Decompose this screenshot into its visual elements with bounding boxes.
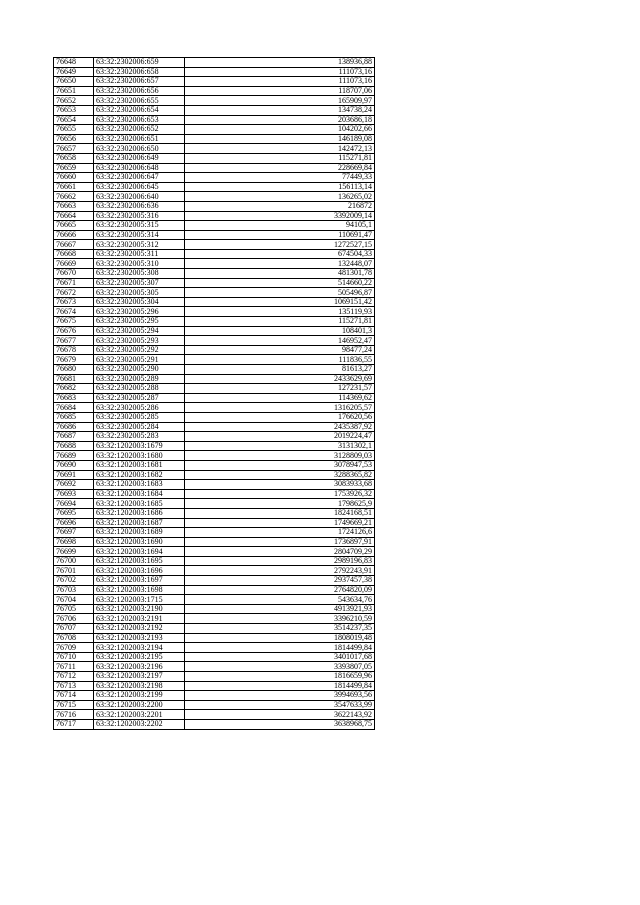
row-number-cell: 76663 bbox=[54, 201, 94, 211]
value-cell: 203686,18 bbox=[185, 115, 375, 125]
table-row bbox=[54, 336, 375, 346]
table-row bbox=[54, 576, 375, 586]
table-row bbox=[54, 662, 375, 672]
table-row bbox=[54, 182, 375, 192]
cadastral-number-cell: 63:32:2302006:653 bbox=[94, 115, 185, 125]
table-row bbox=[54, 269, 375, 279]
value-cell: 3083933,68 bbox=[185, 480, 375, 490]
cadastral-number-cell: 63:32:2302005:290 bbox=[94, 365, 185, 375]
cadastral-number-cell: 63:32:2302005:294 bbox=[94, 326, 185, 336]
row-number-cell: 76692 bbox=[54, 480, 94, 490]
table-row bbox=[54, 470, 375, 480]
cadastral-number-cell: 63:32:2302005:283 bbox=[94, 432, 185, 442]
table-row bbox=[54, 508, 375, 518]
cadastral-number-cell: 63:32:1202003:1683 bbox=[94, 480, 185, 490]
value-cell: 111073,16 bbox=[185, 67, 375, 77]
value-cell: 2804709,29 bbox=[185, 547, 375, 557]
cadastral-number-cell: 63:32:1202003:2201 bbox=[94, 710, 185, 720]
table-row bbox=[54, 566, 375, 576]
cadastral-number-cell: 63:32:2302006:648 bbox=[94, 163, 185, 173]
row-number-cell: 76653 bbox=[54, 105, 94, 115]
value-cell: 1808019,48 bbox=[185, 633, 375, 643]
value-cell: 3994693,56 bbox=[185, 691, 375, 701]
cadastral-number-cell: 63:32:2302005:291 bbox=[94, 355, 185, 365]
row-number-cell: 76689 bbox=[54, 451, 94, 461]
cadastral-number-cell: 63:32:2302006:647 bbox=[94, 173, 185, 183]
cadastral-number-cell: 63:32:1202003:1694 bbox=[94, 547, 185, 557]
cadastral-number-cell: 63:32:2302005:304 bbox=[94, 297, 185, 307]
value-cell: 1272527,15 bbox=[185, 240, 375, 250]
table-row bbox=[54, 489, 375, 499]
value-cell: 156113,14 bbox=[185, 182, 375, 192]
table-row bbox=[54, 77, 375, 87]
value-cell: 3131302,1 bbox=[185, 441, 375, 451]
cadastral-number-cell: 63:32:2302006:655 bbox=[94, 96, 185, 106]
cadastral-number-cell: 63:32:1202003:1680 bbox=[94, 451, 185, 461]
table-row bbox=[54, 441, 375, 451]
table-row bbox=[54, 326, 375, 336]
value-cell: 108401,3 bbox=[185, 326, 375, 336]
cadastral-number-cell: 63:32:1202003:2196 bbox=[94, 662, 185, 672]
row-number-cell: 76676 bbox=[54, 326, 94, 336]
row-number-cell: 76683 bbox=[54, 393, 94, 403]
table-row bbox=[54, 585, 375, 595]
value-cell: 77449,33 bbox=[185, 173, 375, 183]
row-number-cell: 76704 bbox=[54, 595, 94, 605]
table-row bbox=[54, 499, 375, 509]
table-row bbox=[54, 345, 375, 355]
row-number-cell: 76710 bbox=[54, 652, 94, 662]
cadastral-number-cell: 63:32:1202003:1687 bbox=[94, 518, 185, 528]
row-number-cell: 76709 bbox=[54, 643, 94, 653]
value-cell: 132448,07 bbox=[185, 259, 375, 269]
cadastral-number-cell: 63:32:2302005:312 bbox=[94, 240, 185, 250]
cadastral-number-cell: 63:32:2302005:289 bbox=[94, 374, 185, 384]
table-row bbox=[54, 652, 375, 662]
cadastral-number-cell: 63:32:2302006:650 bbox=[94, 144, 185, 154]
cadastral-number-cell: 63:32:2302005:286 bbox=[94, 403, 185, 413]
data-table bbox=[53, 57, 375, 730]
table-row bbox=[54, 528, 375, 538]
value-cell: 135119,93 bbox=[185, 307, 375, 317]
value-cell: 1749669,21 bbox=[185, 518, 375, 528]
value-cell: 1724126,6 bbox=[185, 528, 375, 538]
row-number-cell: 76679 bbox=[54, 355, 94, 365]
value-cell: 111836,55 bbox=[185, 355, 375, 365]
row-number-cell: 76654 bbox=[54, 115, 94, 125]
row-number-cell: 76711 bbox=[54, 662, 94, 672]
cadastral-number-cell: 63:32:1202003:2199 bbox=[94, 691, 185, 701]
cadastral-number-cell: 63:32:1202003:2191 bbox=[94, 614, 185, 624]
row-number-cell: 76690 bbox=[54, 460, 94, 470]
table-row bbox=[54, 451, 375, 461]
value-cell: 216872 bbox=[185, 201, 375, 211]
row-number-cell: 76685 bbox=[54, 412, 94, 422]
table-row bbox=[54, 249, 375, 259]
value-cell: 2764820,09 bbox=[185, 585, 375, 595]
table-row bbox=[54, 374, 375, 384]
cadastral-number-cell: 63:32:1202003:2192 bbox=[94, 624, 185, 634]
cadastral-number-cell: 63:32:2302006:656 bbox=[94, 86, 185, 96]
value-cell: 110691,47 bbox=[185, 230, 375, 240]
table-row bbox=[54, 115, 375, 125]
table-row bbox=[54, 153, 375, 163]
cadastral-number-cell: 63:32:2302005:296 bbox=[94, 307, 185, 317]
row-number-cell: 76662 bbox=[54, 192, 94, 202]
table-row bbox=[54, 412, 375, 422]
value-cell: 3393807,05 bbox=[185, 662, 375, 672]
table-row bbox=[54, 480, 375, 490]
table-row bbox=[54, 221, 375, 231]
value-cell: 81613,27 bbox=[185, 365, 375, 375]
row-number-cell: 76671 bbox=[54, 278, 94, 288]
row-number-cell: 76656 bbox=[54, 134, 94, 144]
table-row bbox=[54, 134, 375, 144]
value-cell: 228669,84 bbox=[185, 163, 375, 173]
cadastral-number-cell: 63:32:1202003:2193 bbox=[94, 633, 185, 643]
row-number-cell: 76701 bbox=[54, 566, 94, 576]
cadastral-number-cell: 63:32:2302006:657 bbox=[94, 77, 185, 87]
cadastral-number-cell: 63:32:2302006:645 bbox=[94, 182, 185, 192]
cadastral-number-cell: 63:32:2302005:316 bbox=[94, 211, 185, 221]
table-row bbox=[54, 672, 375, 682]
value-cell: 136265,02 bbox=[185, 192, 375, 202]
cadastral-number-cell: 63:32:2302005:284 bbox=[94, 422, 185, 432]
cadastral-number-cell: 63:32:2302005:315 bbox=[94, 221, 185, 231]
value-cell: 134738,24 bbox=[185, 105, 375, 115]
value-cell: 94105,1 bbox=[185, 221, 375, 231]
table-row bbox=[54, 719, 375, 729]
value-cell: 3392009,14 bbox=[185, 211, 375, 221]
table-row bbox=[54, 537, 375, 547]
value-cell: 115271,81 bbox=[185, 153, 375, 163]
cadastral-number-cell: 63:32:1202003:1715 bbox=[94, 595, 185, 605]
table-row bbox=[54, 393, 375, 403]
table-row bbox=[54, 604, 375, 614]
table-row bbox=[54, 86, 375, 96]
table-row bbox=[54, 422, 375, 432]
table-row bbox=[54, 230, 375, 240]
value-cell: 138936,88 bbox=[185, 58, 375, 68]
value-cell: 3078947,53 bbox=[185, 460, 375, 470]
cadastral-number-cell: 63:32:1202003:1679 bbox=[94, 441, 185, 451]
table-row bbox=[54, 633, 375, 643]
cadastral-number-cell: 63:32:1202003:1681 bbox=[94, 460, 185, 470]
row-number-cell: 76713 bbox=[54, 681, 94, 691]
row-number-cell: 76678 bbox=[54, 345, 94, 355]
table-row bbox=[54, 173, 375, 183]
table-row bbox=[54, 278, 375, 288]
cadastral-number-cell: 63:32:2302005:308 bbox=[94, 269, 185, 279]
row-number-cell: 76660 bbox=[54, 173, 94, 183]
value-cell: 1814499,84 bbox=[185, 681, 375, 691]
value-cell: 118707,06 bbox=[185, 86, 375, 96]
table-row bbox=[54, 556, 375, 566]
table-row bbox=[54, 547, 375, 557]
value-cell: 3396210,59 bbox=[185, 614, 375, 624]
row-number-cell: 76670 bbox=[54, 269, 94, 279]
value-cell: 2937457,38 bbox=[185, 576, 375, 586]
row-number-cell: 76657 bbox=[54, 144, 94, 154]
row-number-cell: 76703 bbox=[54, 585, 94, 595]
row-number-cell: 76705 bbox=[54, 604, 94, 614]
row-number-cell: 76706 bbox=[54, 614, 94, 624]
cadastral-number-cell: 63:32:1202003:1686 bbox=[94, 508, 185, 518]
cadastral-number-cell: 63:32:2302005:292 bbox=[94, 345, 185, 355]
value-cell: 1736897,91 bbox=[185, 537, 375, 547]
cadastral-number-cell: 63:32:1202003:2202 bbox=[94, 719, 185, 729]
row-number-cell: 76693 bbox=[54, 489, 94, 499]
row-number-cell: 76681 bbox=[54, 374, 94, 384]
cadastral-number-cell: 63:32:2302005:293 bbox=[94, 336, 185, 346]
value-cell: 176620,56 bbox=[185, 412, 375, 422]
row-number-cell: 76673 bbox=[54, 297, 94, 307]
row-number-cell: 76717 bbox=[54, 719, 94, 729]
cadastral-number-cell: 63:32:1202003:1697 bbox=[94, 576, 185, 586]
table-row bbox=[54, 681, 375, 691]
row-number-cell: 76716 bbox=[54, 710, 94, 720]
value-cell: 127231,57 bbox=[185, 384, 375, 394]
row-number-cell: 76700 bbox=[54, 556, 94, 566]
cadastral-number-cell: 63:32:1202003:1689 bbox=[94, 528, 185, 538]
cadastral-number-cell: 63:32:2302006:636 bbox=[94, 201, 185, 211]
cadastral-number-cell: 63:32:1202003:2195 bbox=[94, 652, 185, 662]
row-number-cell: 76666 bbox=[54, 230, 94, 240]
value-cell: 104202,66 bbox=[185, 125, 375, 135]
value-cell: 505496,87 bbox=[185, 288, 375, 298]
cadastral-number-cell: 63:32:2302005:288 bbox=[94, 384, 185, 394]
table-row bbox=[54, 144, 375, 154]
cadastral-number-cell: 63:32:1202003:1695 bbox=[94, 556, 185, 566]
table-row bbox=[54, 460, 375, 470]
cadastral-number-cell: 63:32:2302005:287 bbox=[94, 393, 185, 403]
value-cell: 674504,33 bbox=[185, 249, 375, 259]
table-row bbox=[54, 259, 375, 269]
row-number-cell: 76661 bbox=[54, 182, 94, 192]
row-number-cell: 76680 bbox=[54, 365, 94, 375]
value-cell: 1816659,96 bbox=[185, 672, 375, 682]
row-number-cell: 76655 bbox=[54, 125, 94, 135]
value-cell: 1814499,84 bbox=[185, 643, 375, 653]
row-number-cell: 76696 bbox=[54, 518, 94, 528]
table-row bbox=[54, 96, 375, 106]
value-cell: 3514237,35 bbox=[185, 624, 375, 634]
cadastral-number-cell: 63:32:1202003:2200 bbox=[94, 700, 185, 710]
row-number-cell: 76675 bbox=[54, 317, 94, 327]
row-number-cell: 76664 bbox=[54, 211, 94, 221]
cadastral-number-cell: 63:32:1202003:1685 bbox=[94, 499, 185, 509]
table-row bbox=[54, 710, 375, 720]
value-cell: 2435387,92 bbox=[185, 422, 375, 432]
cadastral-number-cell: 63:32:2302006:658 bbox=[94, 67, 185, 77]
value-cell: 165909,97 bbox=[185, 96, 375, 106]
value-cell: 1316205,57 bbox=[185, 403, 375, 413]
value-cell: 3288365,82 bbox=[185, 470, 375, 480]
row-number-cell: 76674 bbox=[54, 307, 94, 317]
row-number-cell: 76697 bbox=[54, 528, 94, 538]
table-row bbox=[54, 201, 375, 211]
table-row bbox=[54, 307, 375, 317]
row-number-cell: 76687 bbox=[54, 432, 94, 442]
value-cell: 3128809,03 bbox=[185, 451, 375, 461]
cadastral-number-cell: 63:32:1202003:2197 bbox=[94, 672, 185, 682]
value-cell: 115271,81 bbox=[185, 317, 375, 327]
value-cell: 3638968,75 bbox=[185, 719, 375, 729]
table-row bbox=[54, 643, 375, 653]
table-row bbox=[54, 614, 375, 624]
cadastral-number-cell: 63:32:2302006:652 bbox=[94, 125, 185, 135]
row-number-cell: 76714 bbox=[54, 691, 94, 701]
row-number-cell: 76715 bbox=[54, 700, 94, 710]
value-cell: 3547633,99 bbox=[185, 700, 375, 710]
table-row bbox=[54, 297, 375, 307]
cadastral-number-cell: 63:32:2302005:295 bbox=[94, 317, 185, 327]
value-cell: 3401017,68 bbox=[185, 652, 375, 662]
value-cell: 514660,22 bbox=[185, 278, 375, 288]
row-number-cell: 76677 bbox=[54, 336, 94, 346]
table-row bbox=[54, 624, 375, 634]
table-row bbox=[54, 125, 375, 135]
table-row bbox=[54, 67, 375, 77]
table-row bbox=[54, 317, 375, 327]
cadastral-number-cell: 63:32:2302005:314 bbox=[94, 230, 185, 240]
cadastral-number-cell: 63:32:2302005:285 bbox=[94, 412, 185, 422]
row-number-cell: 76694 bbox=[54, 499, 94, 509]
row-number-cell: 76682 bbox=[54, 384, 94, 394]
cadastral-number-cell: 63:32:1202003:1698 bbox=[94, 585, 185, 595]
row-number-cell: 76668 bbox=[54, 249, 94, 259]
table-row bbox=[54, 105, 375, 115]
table-row bbox=[54, 518, 375, 528]
value-cell: 2792243,91 bbox=[185, 566, 375, 576]
value-cell: 114369,62 bbox=[185, 393, 375, 403]
table-row bbox=[54, 240, 375, 250]
table-row bbox=[54, 384, 375, 394]
cadastral-number-cell: 63:32:2302005:311 bbox=[94, 249, 185, 259]
value-cell: 2019224,47 bbox=[185, 432, 375, 442]
row-number-cell: 76652 bbox=[54, 96, 94, 106]
table-row bbox=[54, 192, 375, 202]
cadastral-number-cell: 63:32:1202003:2194 bbox=[94, 643, 185, 653]
value-cell: 2989196,83 bbox=[185, 556, 375, 566]
table-body bbox=[54, 58, 375, 730]
value-cell: 3622143,92 bbox=[185, 710, 375, 720]
row-number-cell: 76686 bbox=[54, 422, 94, 432]
row-number-cell: 76648 bbox=[54, 58, 94, 68]
cadastral-number-cell: 63:32:2302005:310 bbox=[94, 259, 185, 269]
row-number-cell: 76650 bbox=[54, 77, 94, 87]
row-number-cell: 76699 bbox=[54, 547, 94, 557]
row-number-cell: 76695 bbox=[54, 508, 94, 518]
cadastral-number-cell: 63:32:2302006:654 bbox=[94, 105, 185, 115]
table-row bbox=[54, 365, 375, 375]
table-row bbox=[54, 58, 375, 68]
cadastral-number-cell: 63:32:2302006:640 bbox=[94, 192, 185, 202]
cadastral-number-cell: 63:32:1202003:1696 bbox=[94, 566, 185, 576]
table-row bbox=[54, 700, 375, 710]
row-number-cell: 76707 bbox=[54, 624, 94, 634]
row-number-cell: 76659 bbox=[54, 163, 94, 173]
cadastral-number-cell: 63:32:2302005:307 bbox=[94, 278, 185, 288]
row-number-cell: 76669 bbox=[54, 259, 94, 269]
value-cell: 146952,47 bbox=[185, 336, 375, 346]
cadastral-number-cell: 63:32:2302006:649 bbox=[94, 153, 185, 163]
table-row bbox=[54, 691, 375, 701]
row-number-cell: 76712 bbox=[54, 672, 94, 682]
cadastral-number-cell: 63:32:1202003:1684 bbox=[94, 489, 185, 499]
table-row bbox=[54, 403, 375, 413]
cadastral-number-cell: 63:32:2302006:659 bbox=[94, 58, 185, 68]
table-row bbox=[54, 432, 375, 442]
row-number-cell: 76649 bbox=[54, 67, 94, 77]
row-number-cell: 76688 bbox=[54, 441, 94, 451]
row-number-cell: 76667 bbox=[54, 240, 94, 250]
row-number-cell: 76651 bbox=[54, 86, 94, 96]
row-number-cell: 76708 bbox=[54, 633, 94, 643]
table-row bbox=[54, 163, 375, 173]
value-cell: 98477,24 bbox=[185, 345, 375, 355]
row-number-cell: 76665 bbox=[54, 221, 94, 231]
table-row bbox=[54, 595, 375, 605]
cadastral-number-cell: 63:32:1202003:1690 bbox=[94, 537, 185, 547]
value-cell: 1753926,32 bbox=[185, 489, 375, 499]
row-number-cell: 76658 bbox=[54, 153, 94, 163]
value-cell: 111073,16 bbox=[185, 77, 375, 87]
value-cell: 543634,76 bbox=[185, 595, 375, 605]
value-cell: 1069151,42 bbox=[185, 297, 375, 307]
table-row bbox=[54, 288, 375, 298]
row-number-cell: 76691 bbox=[54, 470, 94, 480]
row-number-cell: 76698 bbox=[54, 537, 94, 547]
row-number-cell: 76684 bbox=[54, 403, 94, 413]
value-cell: 1824168,51 bbox=[185, 508, 375, 518]
cadastral-number-cell: 63:32:2302005:305 bbox=[94, 288, 185, 298]
row-number-cell: 76672 bbox=[54, 288, 94, 298]
value-cell: 142472,13 bbox=[185, 144, 375, 154]
value-cell: 4913921,93 bbox=[185, 604, 375, 614]
value-cell: 2433629,69 bbox=[185, 374, 375, 384]
cadastral-number-cell: 63:32:1202003:2198 bbox=[94, 681, 185, 691]
row-number-cell: 76702 bbox=[54, 576, 94, 586]
cadastral-number-cell: 63:32:1202003:1682 bbox=[94, 470, 185, 480]
value-cell: 1798625,9 bbox=[185, 499, 375, 509]
cadastral-number-cell: 63:32:1202003:2190 bbox=[94, 604, 185, 614]
cadastral-number-cell: 63:32:2302006:651 bbox=[94, 134, 185, 144]
table-row bbox=[54, 211, 375, 221]
value-cell: 146189,08 bbox=[185, 134, 375, 144]
value-cell: 481301,78 bbox=[185, 269, 375, 279]
table-row bbox=[54, 355, 375, 365]
